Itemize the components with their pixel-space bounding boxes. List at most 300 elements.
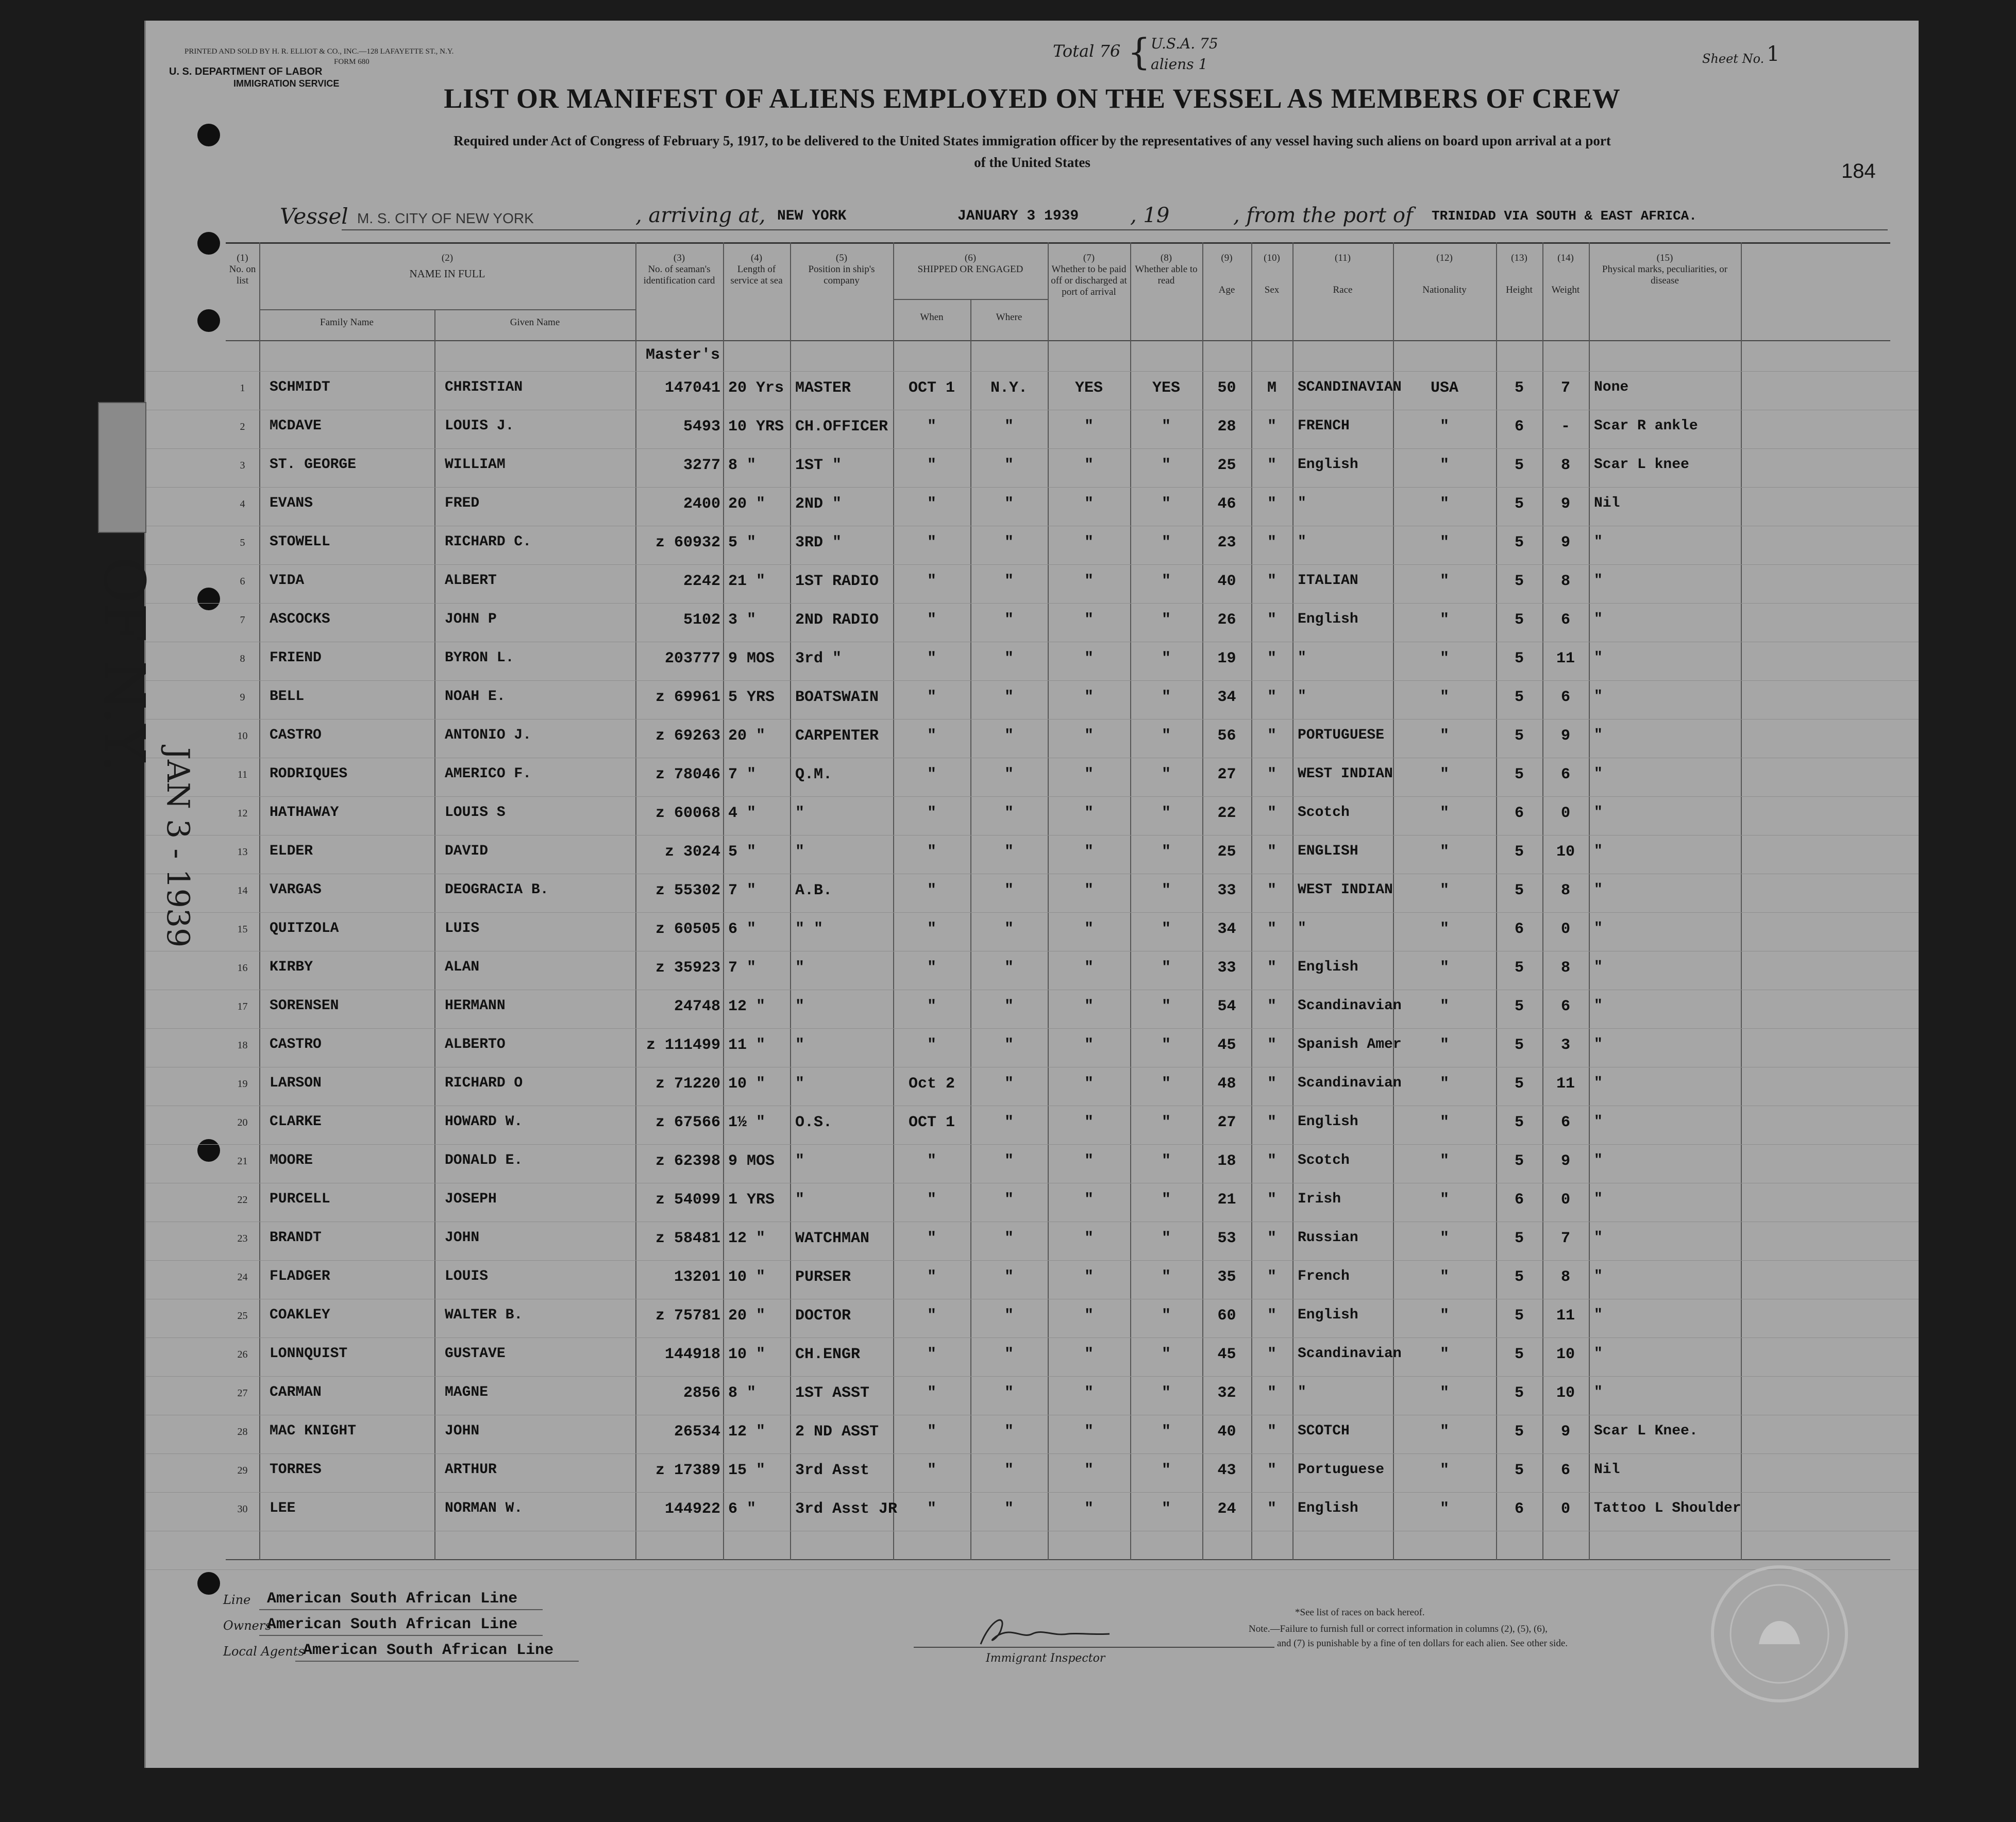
col-header-given: Given Name: [510, 317, 560, 328]
cell-weight: -: [1560, 418, 1570, 436]
cell-sex: ": [1267, 1230, 1276, 1247]
cell-age: 28: [1217, 418, 1236, 436]
cell-age: 40: [1217, 573, 1236, 590]
cell-service-length: 1½ ": [728, 1114, 766, 1131]
cell-age: 54: [1217, 998, 1236, 1015]
punch-hole: [197, 232, 220, 255]
cell-row-number: 7: [240, 614, 245, 626]
cell-family-name: SORENSEN: [270, 998, 339, 1014]
cell-height: 5: [1514, 1423, 1524, 1441]
aliens-note: aliens 1: [1151, 56, 1208, 73]
vessel-name: M. S. CITY OF NEW YORK: [357, 210, 534, 226]
cell-service-length: 15 ": [728, 1462, 766, 1479]
cell-able-to-read: ": [1161, 689, 1171, 706]
cell-shipped-when: OCT 1: [908, 1114, 955, 1131]
vessel-label: Vessel: [280, 204, 348, 229]
cell-position: MASTER: [795, 379, 851, 397]
cell-weight: 9: [1560, 1423, 1570, 1441]
arrival-date: JANUARY 3 1939: [957, 208, 1079, 224]
cell-age: 24: [1217, 1500, 1236, 1518]
cell-family-name: BRANDT: [270, 1230, 322, 1246]
cell-position: ": [795, 959, 805, 977]
cell-given-name: BYRON L.: [445, 650, 514, 666]
cell-race: WEST INDIAN: [1298, 882, 1393, 898]
cell-shipped-when: ": [927, 689, 936, 706]
cell-physical-marks: Nil: [1594, 1462, 1620, 1478]
cell-physical-marks: ": [1594, 1307, 1603, 1323]
cell-shipped-when: ": [927, 1268, 936, 1286]
name-sub-rule: [259, 309, 635, 310]
cell-shipped-when: ": [927, 418, 936, 436]
cell-sex: ": [1267, 1191, 1276, 1209]
cell-service-length: 9 MOS: [728, 650, 775, 667]
cell-id-card: z 69263: [655, 727, 720, 745]
cell-physical-marks: ": [1594, 1075, 1603, 1091]
cell-service-length: 12 ": [728, 1230, 766, 1247]
cell-sex: ": [1267, 921, 1276, 938]
col-header-position: (5) Position in ship's company: [808, 253, 875, 286]
table-row: [146, 1183, 1919, 1221]
total-note: Total 76: [1053, 41, 1121, 61]
cell-service-length: 10 YRS: [728, 418, 784, 436]
cell-height: 6: [1514, 1500, 1524, 1518]
cell-able-to-read: ": [1161, 611, 1171, 629]
cell-service-length: 20 ": [728, 1307, 766, 1325]
cell-service-length: 10 ": [728, 1075, 766, 1093]
cell-able-to-read: ": [1161, 1152, 1171, 1170]
cell-able-to-read: ": [1161, 1075, 1171, 1093]
cell-row-number: 9: [240, 692, 245, 703]
cell-shipped-when: ": [927, 805, 936, 822]
cell-physical-marks: ": [1594, 727, 1603, 743]
col-header-paid: (7) Whether to be paid off or discharged at port of arrival: [1051, 253, 1127, 297]
cell-paid-off: YES: [1074, 379, 1103, 397]
cell-height: 5: [1514, 1346, 1524, 1363]
cell-able-to-read: ": [1161, 843, 1171, 861]
department: U. S. DEPARTMENT OF LABOR: [169, 66, 323, 77]
cell-paid-off: ": [1084, 534, 1094, 551]
cell-paid-off: ": [1084, 1384, 1094, 1402]
cell-shipped-where: ": [1004, 1346, 1014, 1363]
cell-family-name: RODRIQUES: [270, 766, 348, 782]
cell-weight: 0: [1560, 1191, 1570, 1209]
cell-able-to-read: ": [1161, 534, 1171, 551]
col-header-sex: (10) Sex: [1264, 253, 1280, 295]
cell-shipped-where: ": [1004, 650, 1014, 667]
cell-able-to-read: ": [1161, 805, 1171, 822]
cell-shipped-where: ": [1004, 611, 1014, 629]
cell-sex: ": [1267, 650, 1276, 667]
cell-age: 27: [1217, 1114, 1236, 1131]
table-row: [146, 680, 1919, 718]
sheet-number: 1: [1767, 42, 1780, 66]
col-header-name: (2) NAME IN FULL: [409, 253, 485, 280]
cell-shipped-when: ": [927, 611, 936, 629]
masters-label: Master's: [646, 346, 720, 364]
manifest-title: LIST OR MANIFEST OF ALIENS EMPLOYED ON THE VESSEL AS MEMBERS OF CREW: [444, 83, 1621, 114]
cell-id-card: 144922: [664, 1500, 720, 1518]
cell-row-number: 25: [237, 1310, 248, 1322]
cell-family-name: BELL: [270, 689, 305, 705]
cell-sex: ": [1267, 1037, 1276, 1054]
cell-nationality: ": [1439, 766, 1449, 783]
cell-given-name: HOWARD W.: [445, 1114, 523, 1130]
cell-given-name: WILLIAM: [445, 457, 506, 473]
page-number: 184: [1841, 160, 1876, 182]
cell-race: ": [1298, 1384, 1306, 1400]
cell-family-name: ST. GEORGE: [270, 457, 357, 473]
cell-position: ": [795, 843, 805, 861]
cell-row-number: 13: [237, 846, 248, 858]
cell-position: 3RD ": [795, 534, 842, 551]
cell-sex: ": [1267, 1114, 1276, 1131]
col-header-age: (9) Age: [1218, 253, 1235, 295]
cell-family-name: LONNQUIST: [270, 1346, 348, 1362]
cell-sex: ": [1267, 1307, 1276, 1325]
cell-paid-off: ": [1084, 727, 1094, 745]
cell-row-number: 24: [237, 1272, 248, 1283]
cell-row-number: 11: [237, 769, 248, 780]
cell-paid-off: ": [1084, 843, 1094, 861]
cell-age: 35: [1217, 1268, 1236, 1286]
cell-family-name: HATHAWAY: [270, 805, 339, 821]
cell-service-length: 10 ": [728, 1268, 766, 1286]
cell-shipped-when: ": [927, 959, 936, 977]
cell-physical-marks: ": [1594, 534, 1603, 550]
cell-given-name: LUIS: [445, 921, 480, 937]
fine-note-1: Note.—Failure to furnish full or correct information in columns (2), (5), (6),: [1249, 1624, 1548, 1634]
cell-id-card: z 111499: [646, 1037, 720, 1054]
cell-row-number: 14: [237, 885, 248, 896]
cell-age: 18: [1217, 1152, 1236, 1170]
cell-id-card: z 60932: [655, 534, 720, 551]
cell-given-name: NORMAN W.: [445, 1500, 523, 1516]
cell-sex: ": [1267, 495, 1276, 513]
table-row: [146, 1376, 1919, 1414]
cell-race: FRENCH: [1298, 418, 1350, 434]
cell-age: 45: [1217, 1346, 1236, 1363]
cell-paid-off: ": [1084, 1307, 1094, 1325]
cell-race: English: [1298, 611, 1358, 627]
cell-paid-off: ": [1084, 1037, 1094, 1054]
cell-race: English: [1298, 457, 1358, 473]
cell-id-card: 24748: [674, 998, 720, 1015]
cell-nationality: ": [1439, 611, 1449, 629]
card-tab: [98, 402, 146, 533]
table-row: [146, 835, 1919, 873]
cell-position: WATCHMAN: [795, 1230, 870, 1247]
cell-family-name: VIDA: [270, 573, 305, 589]
cell-physical-marks: ": [1594, 1191, 1603, 1207]
col-header-no: (1) No. on list: [229, 253, 256, 286]
cell-weight: 9: [1560, 727, 1570, 745]
cell-shipped-when: ": [927, 1384, 936, 1402]
cell-shipped-when: ": [927, 1037, 936, 1054]
cell-shipped-when: ": [927, 882, 936, 899]
table-row: [146, 371, 1919, 409]
cell-id-card: 13201: [674, 1268, 720, 1286]
cell-paid-off: ": [1084, 998, 1094, 1015]
cell-age: 25: [1217, 457, 1236, 474]
footer-rule: [259, 1609, 543, 1610]
inspector-label: Immigrant Inspector: [986, 1652, 1105, 1665]
cell-height: 5: [1514, 727, 1524, 745]
cell-shipped-where: ": [1004, 689, 1014, 706]
table-row: [146, 719, 1919, 757]
fine-note-2: and (7) is punishable by a fine of ten dollars for each alien. See other side.: [1277, 1638, 1568, 1649]
cell-race: Scotch: [1298, 805, 1350, 821]
cell-row-number: 20: [237, 1117, 248, 1128]
punch-hole: [197, 309, 220, 332]
cell-row-number: 12: [237, 808, 248, 819]
cell-sex: ": [1267, 1462, 1276, 1479]
table-top-rule: [226, 242, 1890, 244]
cell-shipped-where: ": [1004, 998, 1014, 1015]
cell-given-name: JOSEPH: [445, 1191, 497, 1207]
cell-height: 6: [1514, 1191, 1524, 1209]
cell-service-length: 8 ": [728, 457, 757, 474]
cell-position: BOATSWAIN: [795, 689, 879, 706]
cell-paid-off: ": [1084, 882, 1094, 899]
cell-age: 26: [1217, 611, 1236, 629]
cell-given-name: LOUIS J.: [445, 418, 514, 434]
cell-nationality: ": [1439, 843, 1449, 861]
cell-shipped-when: OCT 1: [908, 379, 955, 397]
table-row: [146, 603, 1919, 641]
cell-given-name: RICHARD C.: [445, 534, 532, 550]
cell-height: 5: [1514, 1230, 1524, 1247]
vessel-underline: [342, 229, 1888, 230]
cell-id-card: z 71220: [655, 1075, 720, 1093]
table-row: [146, 990, 1919, 1028]
cell-able-to-read: ": [1161, 882, 1171, 899]
cell-row-number: 19: [237, 1078, 248, 1090]
cell-physical-marks: None: [1594, 379, 1629, 395]
cell-id-card: 2242: [683, 573, 720, 590]
cell-nationality: ": [1439, 1075, 1449, 1093]
cell-position: CH.ENGR: [795, 1346, 861, 1363]
cell-position: ": [795, 805, 805, 822]
cell-given-name: AMERICO F.: [445, 766, 532, 782]
cell-service-length: 10 ": [728, 1346, 766, 1363]
cell-position: 3rd ": [795, 650, 842, 667]
cell-race: English: [1298, 1307, 1358, 1323]
punch-hole: [197, 1572, 220, 1595]
cell-nationality: ": [1439, 727, 1449, 745]
cell-position: 1ST ASST: [795, 1384, 870, 1402]
manifest-subtitle: Required under Act of Congress of February 5, 1917, to be delivered to the United States immigration officer by the representatives of any vessel having such aliens on board upon arrival at a port: [453, 133, 1611, 148]
cell-nationality: USA: [1430, 379, 1458, 397]
col-header-weight: (14) Weight: [1551, 253, 1580, 295]
cell-service-length: 12 ": [728, 1423, 766, 1441]
cell-service-length: 6 ": [728, 1500, 757, 1518]
cell-physical-marks: ": [1594, 1114, 1603, 1130]
cell-physical-marks: ": [1594, 882, 1603, 898]
cell-paid-off: ": [1084, 1500, 1094, 1518]
cell-row-number: 5: [240, 537, 245, 548]
cell-able-to-read: ": [1161, 650, 1171, 667]
cell-row-number: 6: [240, 576, 245, 587]
manifest-subtitle-2: of the United States: [974, 155, 1090, 170]
cell-weight: 11: [1556, 1075, 1575, 1093]
cell-age: 21: [1217, 1191, 1236, 1209]
form-number: FORM 680: [334, 58, 369, 66]
cell-able-to-read: ": [1161, 1500, 1171, 1518]
line-value: American South African Line: [267, 1590, 518, 1608]
cell-weight: 8: [1560, 573, 1570, 590]
cell-weight: 0: [1560, 1500, 1570, 1518]
cell-able-to-read: ": [1161, 727, 1171, 745]
cell-given-name: JOHN: [445, 1423, 480, 1439]
cell-weight: 6: [1560, 766, 1570, 783]
cell-family-name: ASCOCKS: [270, 611, 330, 627]
cell-race: English: [1298, 1500, 1358, 1516]
cell-given-name: RICHARD O: [445, 1075, 523, 1091]
cell-able-to-read: ": [1161, 766, 1171, 783]
margin-stamp-port: OF N.Y.: [91, 557, 157, 773]
cell-paid-off: ": [1084, 1230, 1094, 1247]
cell-row-number: 1: [240, 382, 245, 394]
cell-given-name: ANTONIO J.: [445, 727, 532, 743]
cell-row-number: 27: [237, 1388, 248, 1399]
cell-shipped-where: ": [1004, 573, 1014, 590]
cell-paid-off: ": [1084, 1114, 1094, 1131]
cell-age: 40: [1217, 1423, 1236, 1441]
cell-height: 5: [1514, 1075, 1524, 1093]
cell-shipped-where: ": [1004, 534, 1014, 551]
cell-id-card: 5102: [683, 611, 720, 629]
cell-weight: 8: [1560, 457, 1570, 474]
table-row: [146, 1453, 1919, 1492]
cell-race: SCOTCH: [1298, 1423, 1350, 1439]
cell-row-number: 28: [237, 1426, 248, 1437]
cell-age: 50: [1217, 379, 1236, 397]
cell-nationality: ": [1439, 1307, 1449, 1325]
table-row: [146, 1299, 1919, 1337]
cell-position: 3rd Asst: [795, 1462, 870, 1479]
cell-age: 25: [1217, 843, 1236, 861]
cell-able-to-read: ": [1161, 1307, 1171, 1325]
cell-shipped-where: ": [1004, 882, 1014, 899]
cell-physical-marks: ": [1594, 689, 1603, 705]
cell-family-name: FLADGER: [270, 1268, 330, 1284]
cell-service-length: 5 ": [728, 843, 757, 861]
cell-given-name: JOHN P: [445, 611, 497, 627]
cell-race: SCANDINAVIAN: [1298, 379, 1402, 395]
line-label: Line: [223, 1593, 251, 1607]
cell-able-to-read: ": [1161, 495, 1171, 513]
cell-shipped-when: ": [927, 1191, 936, 1209]
cell-age: 56: [1217, 727, 1236, 745]
owners-value: American South African Line: [267, 1616, 518, 1633]
cell-able-to-read: ": [1161, 921, 1171, 938]
cell-family-name: MAC KNIGHT: [270, 1423, 357, 1439]
cell-sex: ": [1267, 1152, 1276, 1170]
cell-able-to-read: ": [1161, 959, 1171, 977]
cell-row-number: 4: [240, 498, 245, 510]
cell-service-length: 3 ": [728, 611, 757, 629]
table-row: [146, 1415, 1919, 1453]
cell-weight: 10: [1556, 843, 1575, 861]
table-row: [146, 912, 1919, 950]
table-row: [146, 526, 1919, 564]
cell-sex: ": [1267, 689, 1276, 706]
cell-service-length: 7 ": [728, 959, 757, 977]
cell-sex: ": [1267, 1423, 1276, 1441]
cell-row-number: 21: [237, 1156, 248, 1167]
cell-race: ": [1298, 534, 1306, 550]
margin-stamp-date: JAN 3 - 1939: [160, 747, 196, 948]
cell-position: O.S.: [795, 1114, 833, 1131]
cell-sex: ": [1267, 959, 1276, 977]
cell-position: ": [795, 1037, 805, 1054]
cell-race: French: [1298, 1268, 1350, 1284]
table-bottom-rule: [226, 1559, 1890, 1560]
cell-shipped-when: ": [927, 1152, 936, 1170]
cell-age: 43: [1217, 1462, 1236, 1479]
cell-height: 5: [1514, 1462, 1524, 1479]
cell-race: Spanish Amer: [1298, 1037, 1402, 1052]
table-header-rule: [226, 340, 1890, 341]
cell-height: 5: [1514, 650, 1524, 667]
cell-nationality: ": [1439, 1500, 1449, 1518]
cell-shipped-when: ": [927, 534, 936, 551]
cell-able-to-read: ": [1161, 1191, 1171, 1209]
service: IMMIGRATION SERVICE: [233, 78, 340, 89]
cell-position: " ": [795, 921, 824, 938]
cell-height: 5: [1514, 457, 1524, 474]
cell-row-number: 15: [237, 924, 248, 935]
cell-physical-marks: Scar L knee: [1594, 457, 1689, 473]
cell-nationality: ": [1439, 959, 1449, 977]
cell-able-to-read: ": [1161, 1423, 1171, 1441]
cell-sex: M: [1267, 379, 1276, 397]
cell-service-length: 20 ": [728, 495, 766, 513]
cell-weight: 11: [1556, 1307, 1575, 1325]
cell-id-card: z 60068: [655, 805, 720, 822]
cell-nationality: ": [1439, 418, 1449, 436]
cell-nationality: ": [1439, 882, 1449, 899]
cell-family-name: MOORE: [270, 1152, 313, 1168]
cell-shipped-where: ": [1004, 1191, 1014, 1209]
cell-weight: 7: [1560, 1230, 1570, 1247]
cell-id-card: z 3024: [664, 843, 720, 861]
cell-height: 6: [1514, 921, 1524, 938]
cell-service-length: 11 ": [728, 1037, 766, 1054]
cell-family-name: STOWELL: [270, 534, 330, 550]
cell-nationality: ": [1439, 1384, 1449, 1402]
cell-paid-off: ": [1084, 1268, 1094, 1286]
cell-sex: ": [1267, 1500, 1276, 1518]
cell-id-card: z 17389: [655, 1462, 720, 1479]
cell-row-number: 30: [237, 1503, 248, 1515]
col-header-height: (13) Height: [1506, 253, 1533, 295]
cell-race: Scandinavian: [1298, 1346, 1402, 1362]
cell-age: 32: [1217, 1384, 1236, 1402]
cell-shipped-when: ": [927, 1423, 936, 1441]
cell-position: ": [795, 1152, 805, 1170]
cell-nationality: ": [1439, 1152, 1449, 1170]
cell-weight: 6: [1560, 1462, 1570, 1479]
cell-height: 5: [1514, 689, 1524, 706]
cell-shipped-where: ": [1004, 1384, 1014, 1402]
cell-family-name: VARGAS: [270, 882, 322, 898]
cell-given-name: NOAH E.: [445, 689, 506, 705]
cell-physical-marks: ": [1594, 766, 1603, 782]
table-row: [146, 874, 1919, 912]
cell-id-card: z 54099: [655, 1191, 720, 1209]
cell-physical-marks: Scar L Knee.: [1594, 1423, 1698, 1439]
